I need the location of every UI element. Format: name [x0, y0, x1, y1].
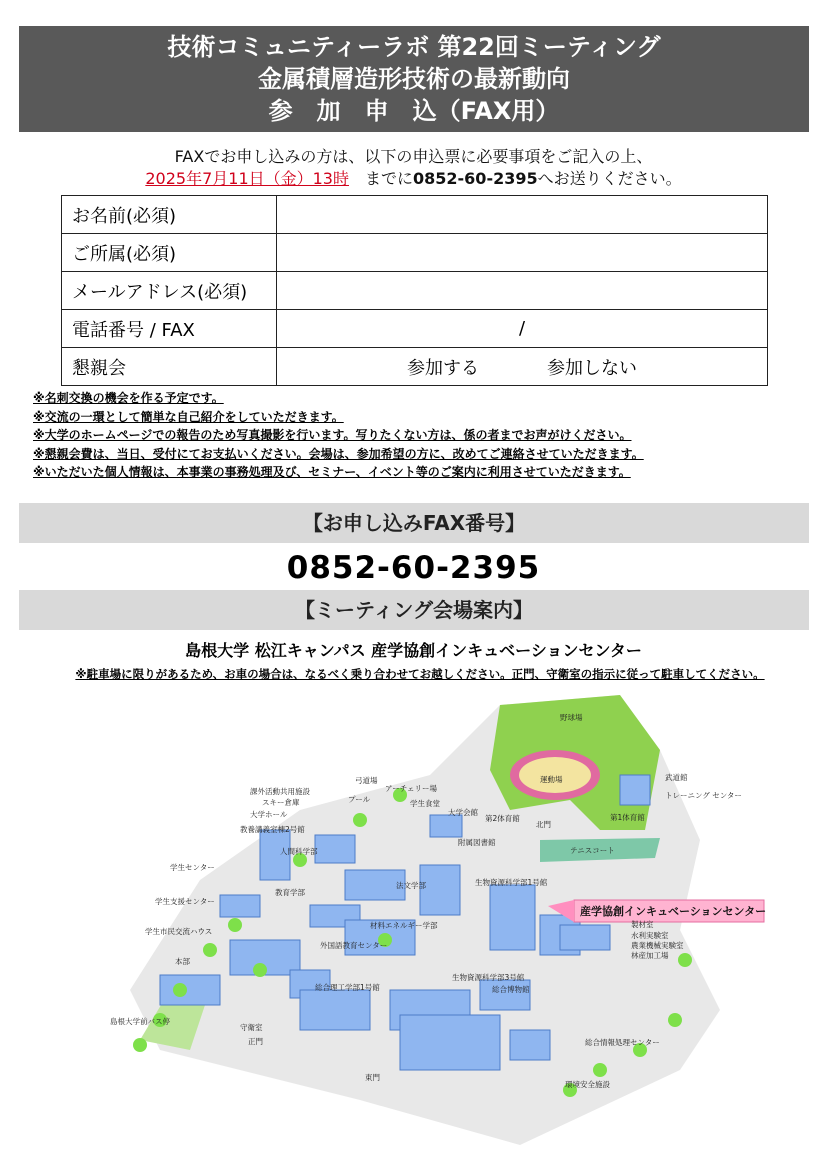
- svg-text:東門: 東門: [365, 1073, 380, 1082]
- svg-text:大学ホール: 大学ホール: [250, 810, 288, 819]
- svg-text:島根大学前バス停: 島根大学前バス停: [110, 1017, 170, 1026]
- svg-text:課外活動共用施設: 課外活動共用施設: [250, 787, 310, 796]
- affiliation-field[interactable]: [277, 234, 768, 272]
- fax-number: 0852-60-2395: [286, 550, 541, 586]
- svg-text:法文学部: 法文学部: [396, 881, 426, 890]
- venue-name: 島根大学 松江キャンパス 産学協創インキュベーションセンター: [185, 641, 642, 660]
- svg-text:本部: 本部: [175, 957, 190, 966]
- name-field[interactable]: [277, 196, 768, 234]
- campus-map: [100, 690, 780, 1150]
- form-row-party: [62, 348, 768, 386]
- svg-text:第2体育館: 第2体育館: [485, 814, 520, 823]
- event-title: 技術コミュニティーラボ 第22回ミーティング: [167, 33, 661, 61]
- venue-section-heading: 【ミーティング会場案内】: [19, 590, 809, 630]
- form-row-name: [62, 196, 768, 234]
- svg-text:環境安全施設: 環境安全施設: [565, 1080, 610, 1089]
- svg-text:生物資源科学部1号館: 生物資源科学部1号館: [475, 878, 548, 887]
- svg-text:北門: 北門: [536, 820, 551, 829]
- svg-text:製材室: 製材室: [631, 920, 654, 929]
- svg-text:林産加工場: 林産加工場: [631, 951, 669, 960]
- notes-list: [33, 389, 813, 482]
- instructions-line1: FAXでお申し込みの方は、以下の申込票に必要事項をご記入の上、: [174, 147, 653, 166]
- header-banner: [19, 26, 809, 132]
- incubation-center-label: 産学協創インキュベーションセンター: [580, 905, 767, 918]
- note-item: ※懇親会費は、当日、受付にてお支払いください。会場は、参加希望の方に、改めてご連絡させていただきます。: [33, 446, 644, 461]
- svg-text:大学会館: 大学会館: [448, 808, 478, 817]
- svg-text:教養講義室棟2号館: 教養講義室棟2号館: [240, 825, 305, 834]
- form-title: 参 加 申 込（FAX用）: [268, 97, 560, 125]
- svg-text:学生食堂: 学生食堂: [410, 799, 440, 808]
- svg-text:守衛室: 守衛室: [240, 1023, 263, 1032]
- svg-text:総合理工学部1号館: 総合理工学部1号館: [315, 983, 380, 992]
- phone-fax-field[interactable]: /: [277, 310, 768, 348]
- svg-text:プール: プール: [348, 795, 371, 804]
- svg-text:トレーニング センター: トレーニング センター: [665, 791, 742, 800]
- form-row-affiliation: [62, 234, 768, 272]
- parking-note: ※駐車場に限りがあるため、お車の場合は、なるべく乗り合わせてお越しください。正門、守衛室の指示に従って駐車してください。: [75, 667, 765, 681]
- form-row-email: [62, 272, 768, 310]
- note-item: ※大学のホームページでの報告のため写真撮影を行います。写りたくない方は、係の者までお声がけください。: [33, 428, 632, 442]
- svg-text:外国語教育センター: 外国語教育センター: [320, 941, 388, 950]
- svg-text:人間科学部: 人間科学部: [280, 847, 318, 856]
- email-label: メールアドレス(必須): [62, 272, 277, 310]
- event-theme: 金属積層造形技術の最新動向: [258, 65, 570, 93]
- incubation-callout: [548, 900, 766, 922]
- name-label: お名前(必須): [62, 196, 277, 234]
- svg-text:スキー倉庫: スキー倉庫: [262, 798, 300, 807]
- svg-text:材料エネルギー学部: 材料エネルギー学部: [370, 921, 438, 930]
- svg-text:武道館: 武道館: [665, 773, 688, 782]
- instructions: [0, 146, 827, 190]
- svg-text:附属図書館: 附属図書館: [458, 838, 496, 847]
- deadline: 2025年7月11日（金）13時: [145, 169, 349, 188]
- party-label: 懇親会: [62, 348, 277, 386]
- svg-text:総合博物館: 総合博物館: [492, 985, 530, 994]
- svg-text:学生市民交流ハウス: 学生市民交流ハウス: [145, 927, 213, 936]
- phone-fax-label: 電話番号 / FAX: [62, 310, 277, 348]
- instructions-line2: 2025年7月11日（金）13時 までに0852-60-2395へお送りください。: [145, 169, 682, 188]
- note-item: ※いただいた個人情報は、本事業の事務処理及び、セミナー、イベント等のご案内に利用させていただきます。: [33, 465, 631, 479]
- svg-text:学生支援センター: 学生支援センター: [155, 897, 215, 906]
- party-attend-option[interactable]: 参加する: [407, 357, 479, 379]
- svg-text:水利実験室: 水利実験室: [631, 931, 669, 940]
- email-field[interactable]: [277, 272, 768, 310]
- note-item: ※交流の一環として簡単な自己紹介をしていただきます。: [33, 409, 344, 424]
- svg-text:テニスコート: テニスコート: [570, 846, 615, 855]
- svg-text:弓道場: 弓道場: [355, 776, 378, 785]
- svg-text:教育学部: 教育学部: [275, 888, 305, 897]
- fax-number-inline: 0852-60-2395: [413, 169, 538, 188]
- svg-text:第1体育館: 第1体育館: [610, 813, 645, 822]
- svg-text:生物資源科学部3号館: 生物資源科学部3号館: [452, 973, 525, 982]
- fax-section-heading: 【お申し込みFAX番号】: [19, 503, 809, 543]
- svg-text:学生センター: 学生センター: [170, 863, 215, 872]
- svg-text:農業機械実験室: 農業機械実験室: [631, 941, 684, 950]
- svg-text:アーチェリー場: アーチェリー場: [385, 784, 438, 793]
- party-field: [277, 348, 768, 386]
- svg-text:野球場: 野球場: [560, 713, 583, 722]
- svg-text:運動場: 運動場: [540, 775, 563, 784]
- affiliation-label: ご所属(必須): [62, 234, 277, 272]
- note-item: ※名刺交換の機会を作る予定です。: [33, 391, 224, 405]
- party-decline-option[interactable]: 参加しない: [547, 357, 637, 379]
- form-row-phone: [62, 310, 768, 348]
- svg-text:正門: 正門: [248, 1037, 263, 1046]
- svg-text:総合情報処理センター: 総合情報処理センター: [585, 1038, 660, 1047]
- application-form: [61, 195, 768, 386]
